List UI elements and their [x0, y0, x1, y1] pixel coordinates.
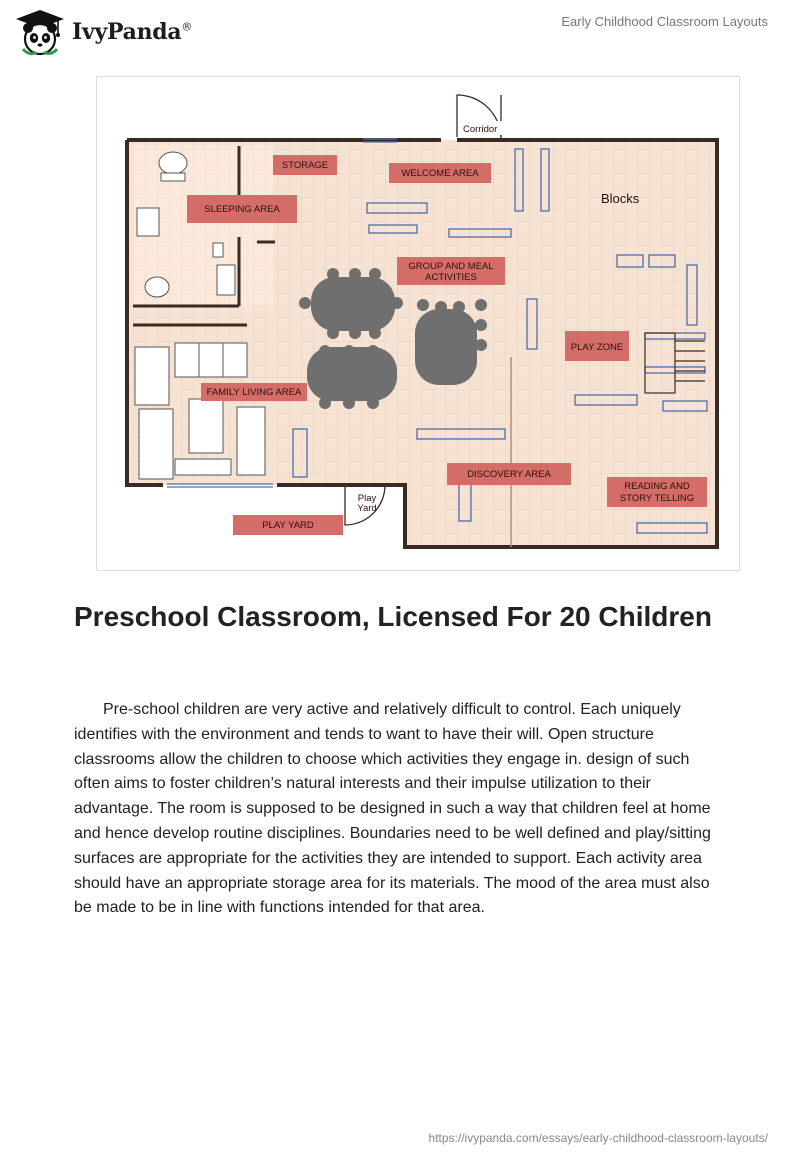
discovery-label: DISCOVERY AREA: [467, 469, 551, 480]
welcome-label: WELCOME AREA: [401, 168, 479, 179]
reading-label-line2: STORY TELLING: [619, 493, 695, 504]
corridor-label: Corridor: [463, 124, 498, 135]
ivypanda-logo[interactable]: [14, 8, 192, 56]
family-label: FAMILY LIVING AREA: [206, 387, 302, 398]
play-yard-label: PLAY YARD: [262, 520, 314, 531]
document-title: Early Childhood Classroom Layouts: [561, 14, 768, 29]
storage-label: STORAGE: [281, 160, 329, 171]
play-yard-door-label-line1: Play: [357, 493, 377, 504]
play-yard-door-label-line2: Yard: [357, 503, 377, 514]
article-heading: Preschool Classroom, Licensed For 20 Children: [74, 601, 712, 632]
play-zone-label: PLAY ZONE: [570, 342, 624, 353]
group-label-line2: ACTIVITIES: [425, 272, 477, 283]
sleeping-label: SLEEPING AREA: [204, 204, 280, 215]
panda-graduate-icon: [14, 8, 66, 56]
logo-text: IvyPanda®: [72, 19, 193, 45]
source-url[interactable]: https://ivypanda.com/essays/early-childhood-classroom-layouts/: [428, 1131, 768, 1145]
floor-plan-diagram: [97, 77, 739, 570]
group-label-line1: GROUP AND MEAL: [408, 261, 494, 272]
article-paragraph: Pre-school children are very active and relatively difficult to control. Each uniquely identifies with the environment and tends to want to have their will. Open structure classrooms allow the children to choose which activities they engage in. design of such often aims to foster children’s natural interests and their impulse utilization to their advantage. The room is supposed to be designed in such a way that children feel at home and hence develop routine disciplines. Boundaries need to be well defined and play/sitting surfaces are appropriate for the activities they are intended to support. Each activity area should have an appropriate storage area for its materials. The mood of the area must also be made to be in line with functions intended for that area.: [74, 701, 711, 917]
reading-label-line1: READING AND: [624, 481, 690, 492]
blocks-label: Blocks: [601, 191, 640, 206]
classroom-floor-plan-figure: [96, 76, 740, 571]
family-living-furniture: [135, 343, 265, 479]
page-header: [0, 0, 800, 62]
